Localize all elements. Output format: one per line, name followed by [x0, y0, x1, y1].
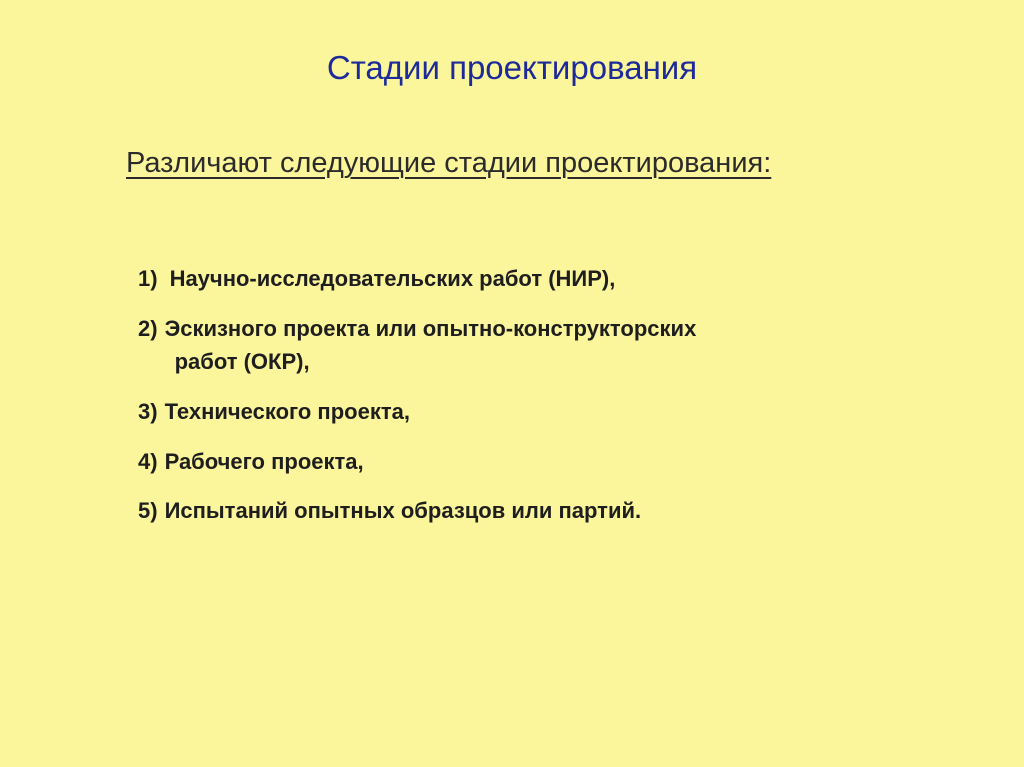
list-item-number: 2): [138, 316, 158, 341]
list-item-text: Технического проекта,: [164, 399, 410, 424]
list-item-text: [158, 312, 898, 378]
list-item-text-line1: Эскизного проекта или опытно-конструкторских: [164, 316, 697, 341]
list-item-number: 4): [138, 449, 158, 474]
list-item-text: Научно-исследовательских работ (НИР),: [169, 266, 616, 291]
list-item: [138, 312, 898, 378]
list-item-number: 5): [138, 498, 158, 523]
list-item-number: 3): [138, 399, 158, 424]
list-item: [138, 262, 898, 295]
list-item-text: Испытаний опытных образцов или партий.: [164, 498, 642, 523]
stages-list: [138, 262, 898, 527]
list-item-text-line2: работ (ОКР),: [174, 349, 310, 374]
list-item: [138, 395, 898, 428]
list-item: [138, 494, 898, 527]
slide-subtitle: Различают следующие стадии проектирования:: [126, 147, 772, 179]
list-item: [138, 445, 898, 478]
slide-title: Стадии проектирования: [326, 49, 698, 86]
list-item-text: Рабочего проекта,: [164, 449, 364, 474]
list-item-number: 1): [138, 266, 158, 291]
